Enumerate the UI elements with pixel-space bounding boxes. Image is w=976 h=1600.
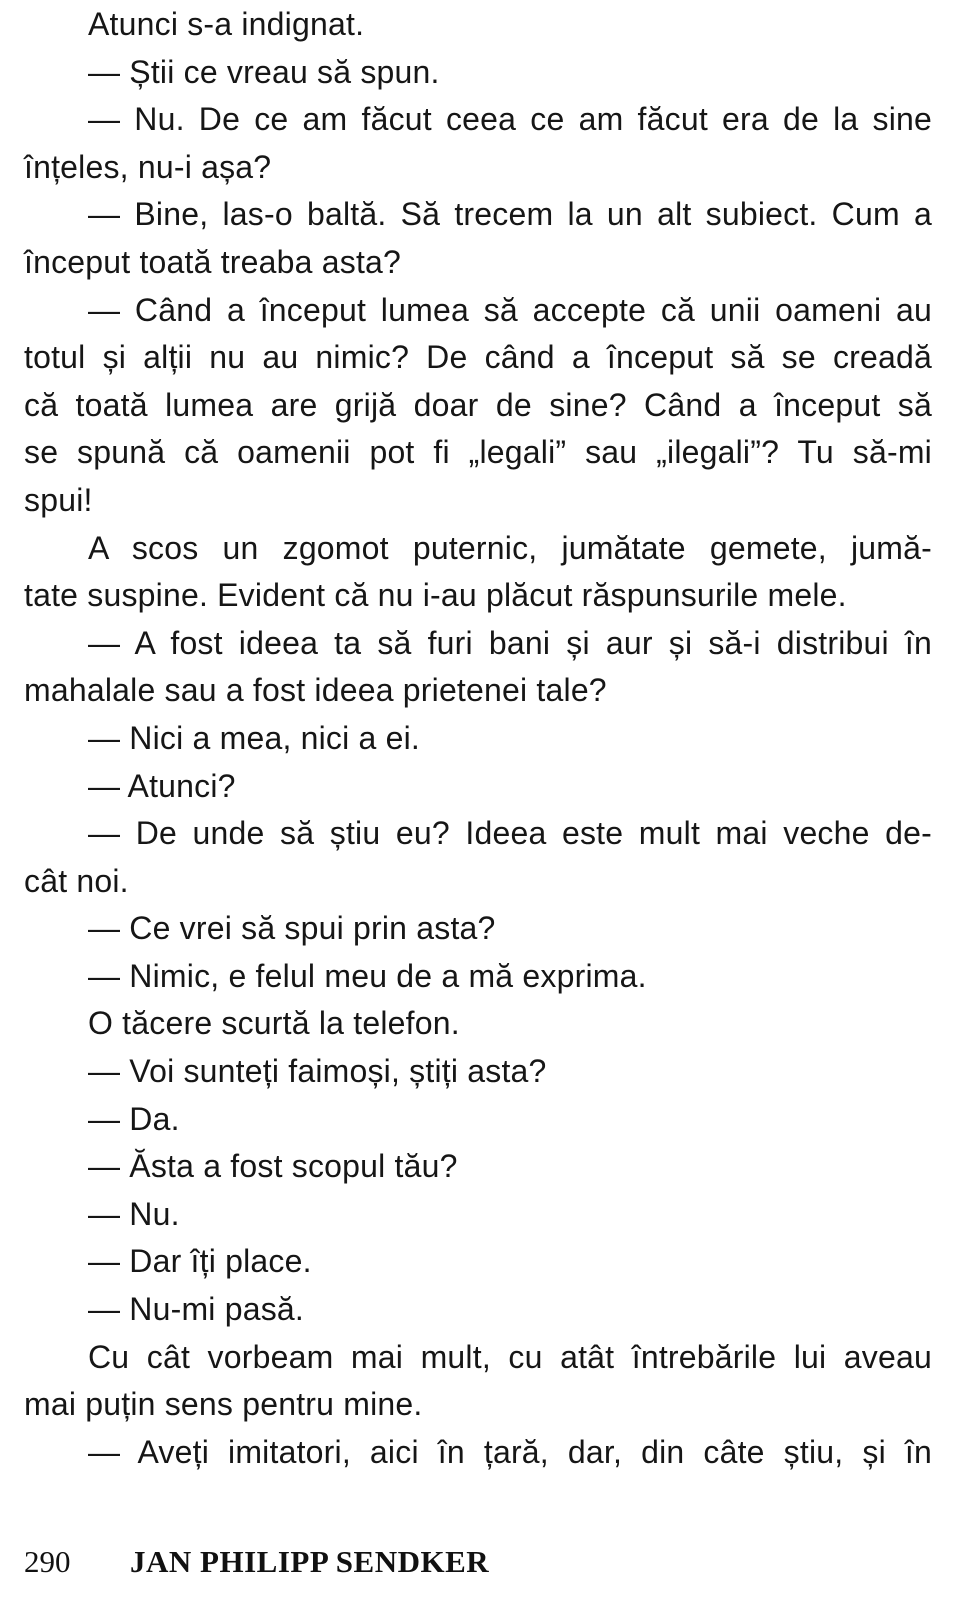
text-line: — Nimic, e felul meu de a mă exprima. — [88, 957, 647, 994]
body-text — [24, 1, 932, 1476]
text-line: că toată lumea are grijă doar de sine? Când a început să — [24, 386, 932, 423]
text-line: — Aveți imitatori, aici în țară, dar, din câte știu, și în — [88, 1433, 932, 1470]
page-footer — [24, 1544, 932, 1588]
text-line: O tăcere scurtă la telefon. — [88, 1005, 460, 1042]
text-line: început toată treaba asta? — [24, 243, 402, 280]
text-line: — A fost ideea ta să furi bani și aur și să-i distribui în — [88, 624, 932, 661]
text-line: tate suspine. Evident că nu i-au plăcut răspunsurile mele. — [24, 577, 847, 614]
text-line: A scos un zgomot puternic, jumătate gemete, jumă- — [88, 529, 932, 566]
text-line: — Atunci? — [88, 767, 236, 804]
text-line: — Nu. — [88, 1195, 180, 1232]
running-title: JAN PHILIPP SENDKER — [130, 1544, 490, 1579]
text-line: — Da. — [88, 1100, 180, 1137]
text-line: — Ce vrei să spui prin asta? — [88, 910, 496, 947]
text-line: — Nu-mi pasă. — [88, 1291, 304, 1328]
text-line: înțeles, nu-i așa? — [24, 148, 272, 185]
text-line: totul și alții nu au nimic? De când a început să se creadă — [24, 339, 932, 376]
text-line: se spună că oamenii pot fi „legali” sau „ilegali”? Tu să-mi — [24, 434, 932, 471]
text-line: spui! — [24, 481, 93, 518]
text-line: — Nici a mea, nici a ei. — [88, 719, 421, 756]
text-line: Atunci s-a indignat. — [88, 6, 365, 42]
page-number: 290 — [24, 1544, 71, 1579]
text-line: mai puțin sens pentru mine. — [24, 1386, 423, 1423]
text-line: Cu cât vorbeam mai mult, cu atât întrebările lui aveau — [88, 1338, 932, 1375]
text-line: — De unde să știu eu? Ideea este mult mai veche de- — [88, 815, 932, 852]
text-line: cât noi. — [24, 862, 129, 899]
text-line: — Știi ce vreau să spun. — [88, 53, 440, 90]
text-line: — Dar îți place. — [88, 1243, 312, 1280]
text-line: — Ăsta a fost scopul tău? — [88, 1148, 458, 1185]
text-line: — Când a început lumea să accepte că unii oameni au — [88, 291, 932, 328]
text-line: mahalale sau a fost ideea prietenei tale? — [24, 672, 607, 709]
text-line: — Bine, las-o baltă. Să trecem la un alt subiect. Cum a — [88, 196, 932, 233]
text-line: — Nu. De ce am făcut ceea ce am făcut era de la sine — [88, 101, 932, 138]
text-line: — Voi sunteți faimoși, știți asta? — [88, 1053, 547, 1090]
